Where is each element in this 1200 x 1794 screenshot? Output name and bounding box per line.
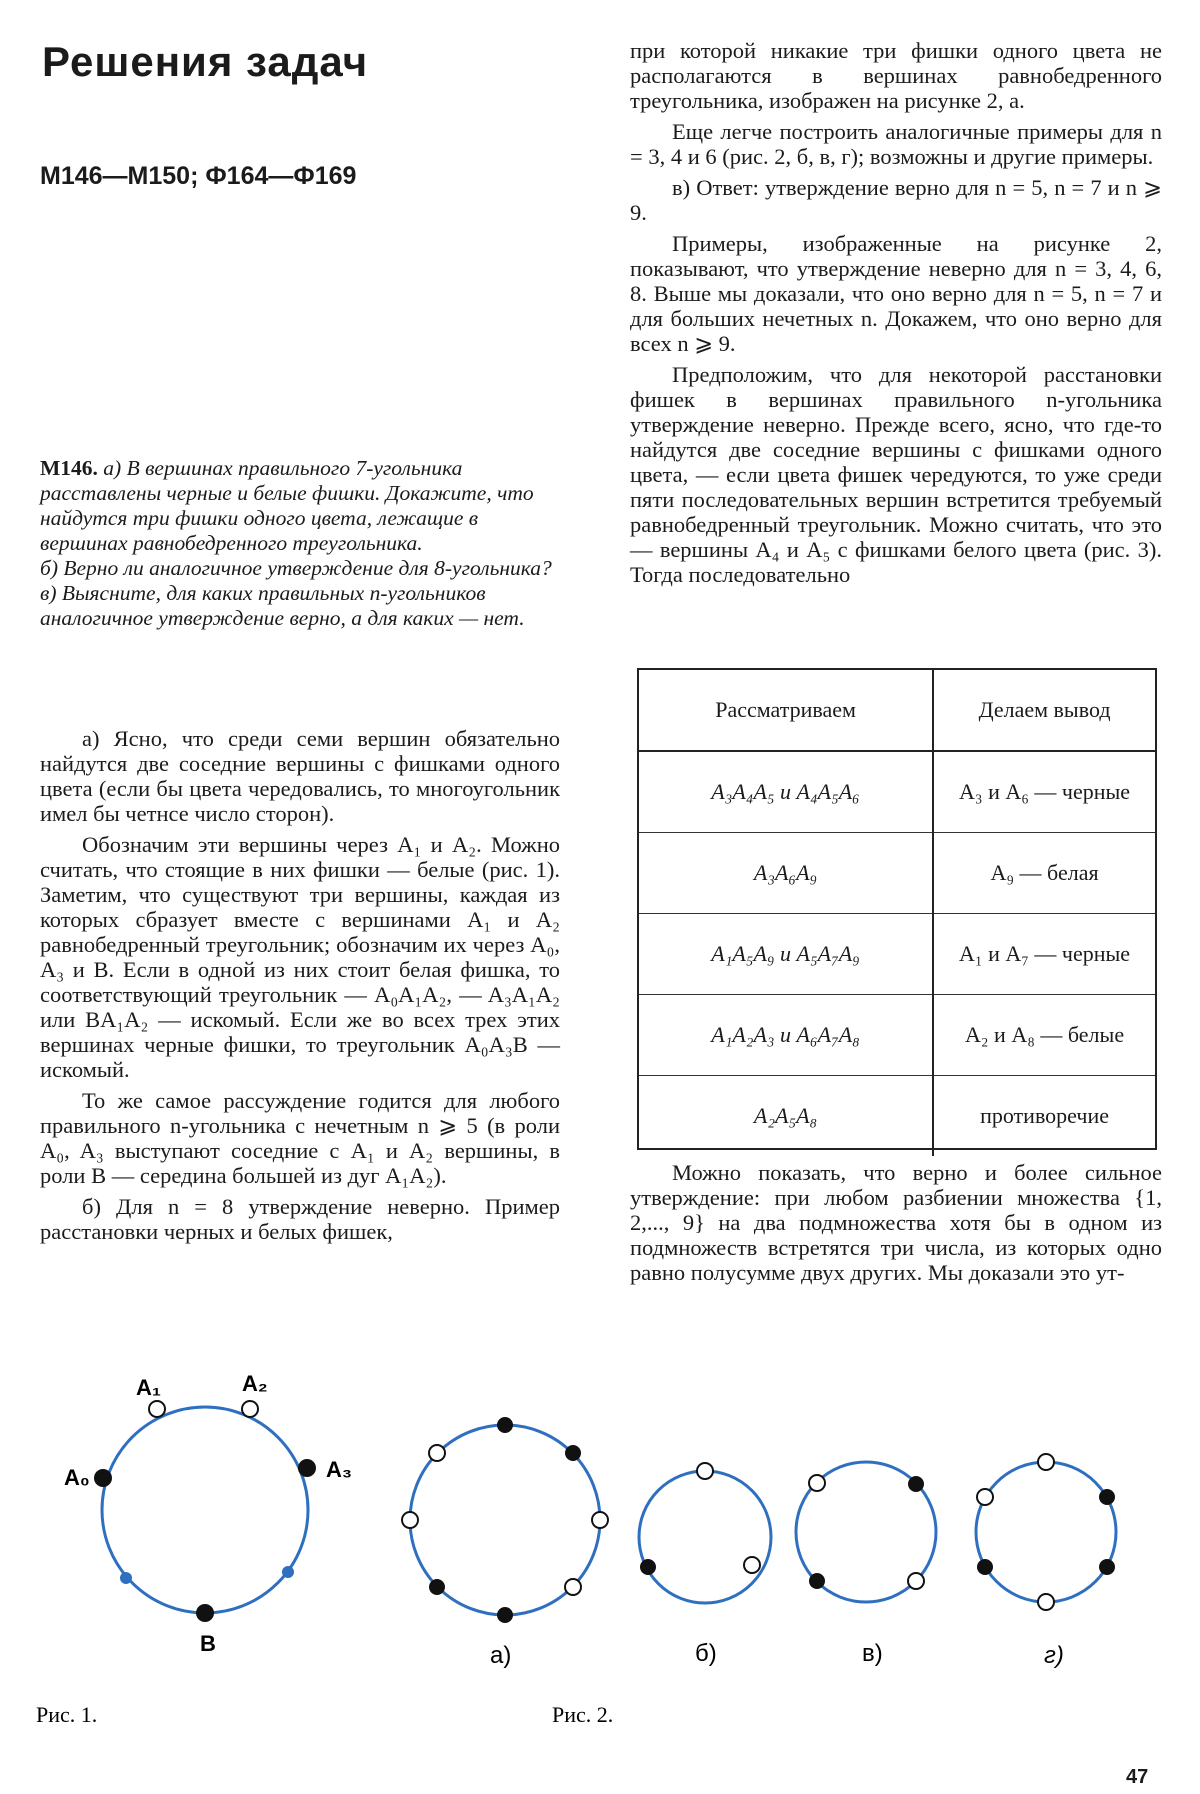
left-paragraph-3: То же самое рассуждение годится для любого правильного n-угольника с нечетным n ⩾ 5 (в роли A₀, A₃ выступают соседние с A₁ и A₂ вершины, в роли B — середина большей из дуг A₁A₂). (40, 1088, 560, 1188)
table-cell: A₃A₄A₅ и A₄A₅A₆ (639, 751, 933, 833)
right-paragraph-5: Предположим, что для некоторой расстановки фишек в вершинах правильного n-угольника утверждение неверно. Прежде всего, ясно, что где-то найдутся две соседние вершины с фишками одного цвета, — если цвета фишек чередуются, то уже среди пяти последовательных вершин встретится требуемый равнобедренный треугольник. Можно считать, что это — вершины A₄ и A₅ с фишками белого цвета (рис. 3). Тогда последовательно (630, 362, 1162, 587)
right-column-continued (630, 1160, 1162, 1291)
label-a0: A₀ (64, 1465, 90, 1490)
problem-part-a-text: а) В вершинах правильного 7-угольника расставлены черные и белые фишки. Докажите, что найдутся три фишки одного цвета, лежащие в вершинах равнобедренного треугольника. (40, 456, 534, 555)
right-paragraph-6: Можно показать, что верно и более сильное утверждение: при любом разбиении множества {1, 2,..., 9} на два подмножества хотя бы в одном из подмножеств встретятся три числа, из которых одно равно полусумме двух других. Мы доказали это ут- (630, 1160, 1162, 1285)
chip-white (402, 1512, 418, 1528)
chip-black (977, 1559, 993, 1575)
left-paragraph-1: а) Ясно, что среди семи вершин обязательно найдутся две соседние вершины с фишками одного цвета (если бы цвета чередовались, то многоугольник имел бы четнсе число сторон). (40, 726, 560, 826)
fig2-label-b: б) (695, 1640, 717, 1667)
table-header: Рассматриваем (639, 670, 933, 751)
table-row (639, 995, 1155, 1076)
table-row (639, 751, 1155, 833)
problem-part-a (40, 456, 560, 556)
chip-white (1038, 1594, 1054, 1610)
chip-white (977, 1489, 993, 1505)
fig2-caption: Рис. 2. (552, 1702, 614, 1727)
table-cell: A₃A₆A₉ (639, 833, 933, 914)
figure-2g-hexagon (976, 1454, 1116, 1610)
chip-white (744, 1557, 760, 1573)
chip-black (298, 1459, 316, 1477)
table-cell: A₁A₅A₉ и A₅A₇A₉ (639, 914, 933, 995)
fig2g-circle (976, 1462, 1116, 1602)
table-row (639, 914, 1155, 995)
chip-black (497, 1417, 513, 1433)
left-column (40, 726, 560, 1250)
chip-white (697, 1463, 713, 1479)
vertex-dot (282, 1566, 294, 1578)
chip-black (908, 1476, 924, 1492)
problem-part-c-text: в) Выясните, для каких правильных n-угольников аналогичное утверждение верно, а для каких — нет. (40, 581, 525, 630)
section-subtitle: М146—М150; Ф164—Ф169 (40, 162, 357, 190)
left-paragraph-2: Обозначим эти вершины через A₁ и A₂. Можно считать, что стоящие в них фишки — белые (рис. 1). Заметим, что существуют три вершины, каждая из которых сбразует вместе с вершинами A₁ и A₂ равнобедренный треугольник; обозначим их через A₀, A₃ и B. Если в одной из них стоит белая фишка, то соответствующий треугольник — A₀A₁A₂, — A₃A₁A₂ или BA₁A₂ — искомый. Если же во всех трех этих вершинах черные фишки, то треугольник A₀A₃B — искомый. (40, 832, 560, 1082)
problem-part-b-text: б) Верно ли аналогичное утверждение для 8-угольника? (40, 556, 552, 580)
right-paragraph-2: Еще легче построить аналогичные примеры для n = 3, 4 и 6 (рис. 2, б, в, г); возможны и другие примеры. (630, 119, 1162, 169)
page-title: Решения задач (42, 38, 369, 85)
label-a1: A₁ (136, 1375, 161, 1400)
fig1-circle (102, 1407, 308, 1613)
problem-number: М146. (40, 456, 98, 480)
fig2-label-v: в) (862, 1640, 883, 1667)
table-header: Делаем вывод (933, 670, 1155, 751)
figure-2b-triangle (639, 1463, 771, 1603)
vertex-dot (120, 1572, 132, 1584)
table-cell: A₃ и A₆ — черные (933, 751, 1155, 833)
fig2b-circle (639, 1471, 771, 1603)
table-cell: противоречие (980, 1103, 1110, 1128)
table-cell: A₂A₅A₈ (639, 1076, 933, 1157)
chip-black (429, 1579, 445, 1595)
chip-white (1038, 1454, 1054, 1470)
problem-part-c (40, 581, 560, 631)
table-row (639, 1076, 1155, 1157)
deduction-table (637, 668, 1157, 1150)
chip-black (809, 1573, 825, 1589)
problem-statement (40, 456, 560, 631)
chip-black (565, 1445, 581, 1461)
figure-1-heptagon (64, 1371, 352, 1656)
chip-black (196, 1604, 214, 1622)
label-a2: A₂ (242, 1371, 268, 1396)
fig1-caption: Рис. 1. (36, 1702, 98, 1727)
table-cell: A₂ и A₈ — белые (933, 995, 1155, 1076)
chip-white (809, 1475, 825, 1491)
chip-white (908, 1573, 924, 1589)
chip-white (565, 1579, 581, 1595)
table-cell: A₁A₂A₃ и A₆A₇A₈ (639, 995, 933, 1076)
table-cell: A₉ — белая (933, 833, 1155, 914)
chip-black (640, 1559, 656, 1575)
page-number: 47 (1126, 1766, 1149, 1788)
figures (0, 1345, 1200, 1745)
chip-black (497, 1607, 513, 1623)
table-header-row (639, 670, 1155, 751)
fig2-label-g: г) (1044, 1642, 1064, 1669)
chip-white (429, 1445, 445, 1461)
label-a3: A₃ (326, 1457, 353, 1482)
figure-2v-square (796, 1462, 936, 1602)
label-b: B (200, 1631, 216, 1656)
table-row (639, 833, 1155, 914)
fig2-label-a: а) (490, 1642, 512, 1669)
chip-black (1099, 1489, 1115, 1505)
right-paragraph-1: при которой никакие три фишки одного цвета не располагаются в вершинах равнобедренного треугольника, изображен на рисунке 2, а. (630, 38, 1162, 113)
chip-white (592, 1512, 608, 1528)
problem-part-b (40, 556, 560, 581)
chip-black (94, 1469, 112, 1487)
table-cell: A₁ и A₇ — черные (933, 914, 1155, 995)
right-paragraph-3: в) Ответ: утверждение верно для n = 5, n = 7 и n ⩾ 9. (630, 175, 1162, 225)
chip-white (242, 1401, 258, 1417)
left-paragraph-4: б) Для n = 8 утверждение неверно. Пример расстановки черных и белых фишек, (40, 1194, 560, 1244)
chip-black (1099, 1559, 1115, 1575)
right-column (630, 38, 1162, 593)
right-paragraph-4: Примеры, изображенные на рисунке 2, показывают, что утверждение неверно для n = 3, 4, 6, 8. Выше мы доказали, что оно верно для n = 5, n = 7 и для больших нечетных n. Докажем, что оно верно для всех n ⩾ 9. (630, 231, 1162, 356)
chip-white (149, 1401, 165, 1417)
figure-2a-octagon (402, 1417, 608, 1623)
